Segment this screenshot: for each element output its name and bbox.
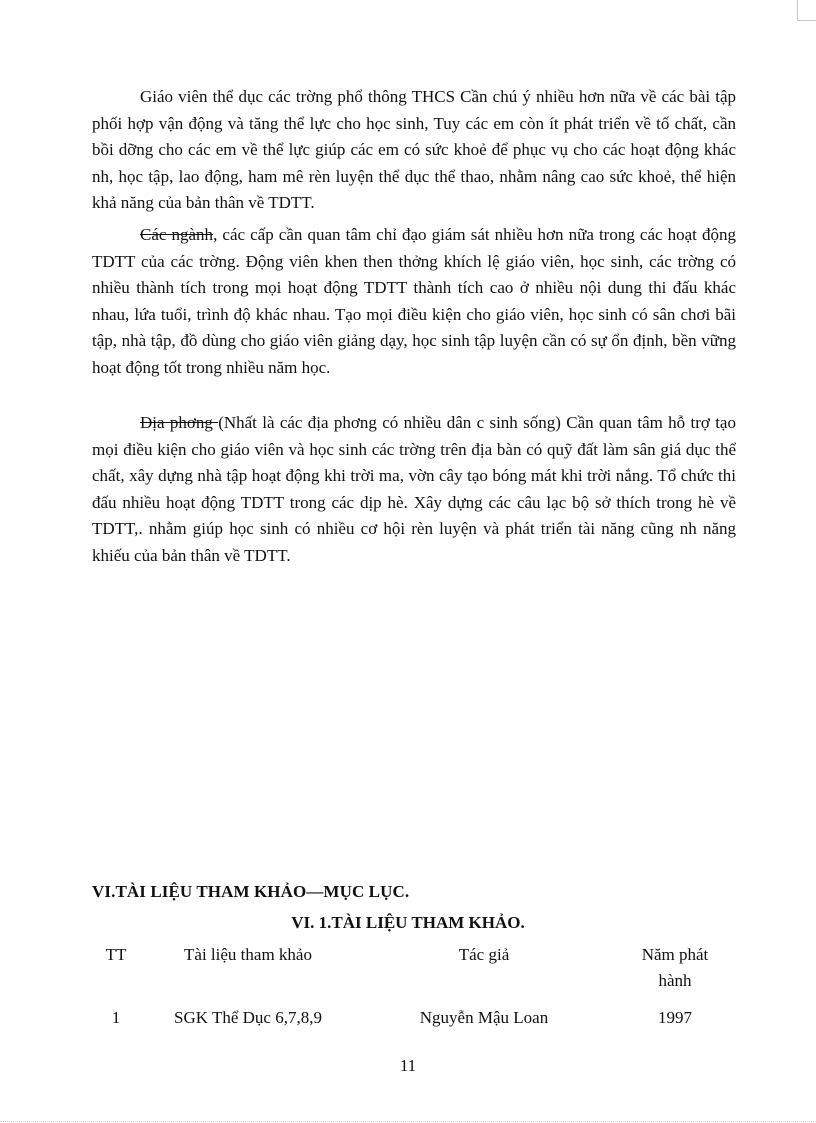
paragraph-teachers: Giáo viên thể dục các trờng phổ thông THCS Cần chú ý nhiều hơn nữa về các bài tập phối hợp vận động và tăng thể lực cho học sinh, Tuy các em còn ít phát triển về tố chất, cần bồi dỡng cho các em về thể lực giúp các em có sức khoẻ để phục vụ cho các hoạt động khác nh, học tập, lao động, ham mê rèn luyện thể dục thể thao, nhằm nâng cao sức khoẻ, thể hiện khả năng của bản thân về TDTT. — [92, 87, 736, 212]
page-number: 11 — [399, 1056, 417, 1075]
paragraph-authorities-lead: Các ngành — [140, 225, 214, 244]
paragraph-authorities-text: , các cấp cần quan tâm chỉ đạo giám sát nhiều hơn nữa trong các hoạt động TDTT của các trờng. Động viên khen then thởng khích lệ giáo viên, học sinh, các trờng có nhiều thành tích trong mọi hoạt động TDTT thành tích cao ở nhiều nội dung thi đấu khác nhau, lứa tuổi, trình độ khác nhau. Tạo mọi điều kiện cho giáo viên, học sinh có sân chơi bãi tập, nhà tập, đồ dùng cho giáo viên giảng dạy, học sinh tập luyện cần có sự ổn định, bền vững hoạt động tốt trong nhiều năm học. — [92, 225, 736, 377]
footer-divider — [0, 1121, 816, 1122]
table-cell-title: SGK Thể Dục 6,7,8,9 — [174, 1008, 322, 1027]
section-heading-references: VI.TÀI LIỆU THAM KHẢO—MỤC LỤC. — [92, 882, 410, 901]
column-header-tt: TT — [105, 945, 127, 964]
column-header-year — [620, 942, 730, 994]
column-header-year-line1: Năm phát — [641, 945, 709, 964]
subsection-heading-references: VI. 1.TÀI LIỆU THAM KHẢO. — [291, 913, 525, 932]
column-header-year-line2: hành — [658, 971, 692, 990]
paragraph-localities-lead: Địa phơng — [140, 413, 219, 432]
paragraph-localities-text: (Nhất là các địa phơng có nhiều dân c sinh sống) Cần quan tâm hỗ trợ tạo mọi điều kiện cho giáo viên và học sinh các trờng trên địa bàn có quỹ đất làm sân giá dục thể chất, xây dựng nhà tập hoạt động khi trời ma, vờn cây tạo bóng mát khi trời nắng. Tổ chức thi đấu nhiều hoạt động TDTT trong các dịp hè. Xây dựng các câu lạc bộ sở thích trong hè về TDTT,. nhằm giúp học sinh có nhiều cơ hội rèn luyện và phát triển tài năng cũng nh năng khiếu của bản thân về TDTT. — [92, 413, 736, 565]
table-cell-tt: 1 — [111, 1008, 121, 1027]
column-header-title: Tài liệu tham khảo — [184, 945, 312, 964]
table-cell-year: 1997 — [658, 1008, 692, 1027]
column-header-author: Tác giả — [458, 945, 510, 964]
table-cell-author: Nguyễn Mậu Loan — [419, 1008, 549, 1027]
